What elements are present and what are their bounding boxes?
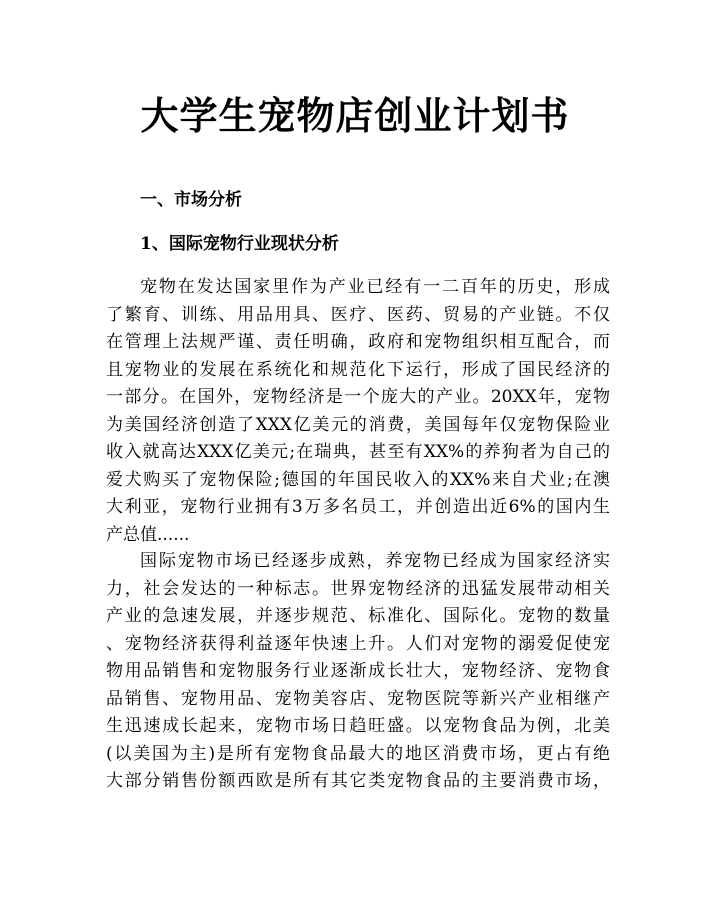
page-title: 大学生宠物店创业计划书: [140, 94, 570, 138]
paragraph-line: 爱犬购买了宠物保险;德国的年国民收入的XX%来自犬业;在澳: [106, 469, 610, 490]
paragraph-line: (以美国为主)是所有宠物食品最大的地区消费市场，更占有绝: [106, 743, 610, 764]
paragraph-line: 且宠物业的发展在系统化和规范化下运行，形成了国民经济的: [106, 359, 610, 380]
paragraph-line: 了繁育、训练、用品用具、医疗、医药、贸易的产业链。不仅: [106, 304, 610, 325]
paragraph-line: 、宠物经济获得利益逐年快速上升。人们对宠物的溺爱促使宠: [106, 633, 610, 654]
paragraph-line: 宠物在发达国家里作为产业已经有一二百年的历史，形成: [140, 277, 610, 297]
paragraph-line: 收入就高达XXX亿美元;在瑞典，甚至有XX%的养狗者为自己的: [106, 442, 610, 462]
paragraph-intl-pet-market-maturity: [106, 548, 610, 796]
paragraph-line: 产总值......: [106, 524, 190, 545]
paragraph-line: 力，社会发达的一种标志。世界宠物经济的迅猛发展带动相关: [106, 578, 610, 599]
section-heading: 一、市场分析: [140, 190, 242, 210]
paragraph-line: 大部分销售份额西欧是所有其它类宠物食品的主要消费市场，: [106, 771, 610, 791]
paragraph-line: 产业的急速发展，并逐步规范、标准化、国际化。宠物的数量: [106, 606, 610, 626]
paragraph-line: 一部分。在国外，宠物经济是一个庞大的产业。20XX年，宠物: [106, 387, 610, 407]
paragraph-intl-pet-industry-history: [106, 274, 610, 549]
paragraph-line: 品销售、宠物用品、宠物美容店、宠物医院等新兴产业相继产: [106, 688, 610, 709]
paragraph-line: 国际宠物市场已经逐步成熟，养宠物已经成为国家经济实: [140, 551, 610, 571]
paragraph-line: 物用品销售和宠物服务行业逐渐成长壮大，宠物经济、宠物食: [106, 661, 610, 681]
paragraph-line: 为美国经济创造了XXX亿美元的消费，美国每年仅宠物保险业: [106, 414, 610, 435]
sub-heading: 1、国际宠物行业现状分析: [140, 234, 339, 254]
paragraph-line: 在管理上法规严谨、责任明确，政府和宠物组织相互配合，而: [106, 332, 610, 352]
paragraph-line: 大利亚，宠物行业拥有3万多名员工，并创造出近6%的国内生: [106, 497, 610, 517]
paragraph-line: 生迅速成长起来，宠物市场日趋旺盛。以宠物食品为例，北美: [106, 716, 610, 736]
